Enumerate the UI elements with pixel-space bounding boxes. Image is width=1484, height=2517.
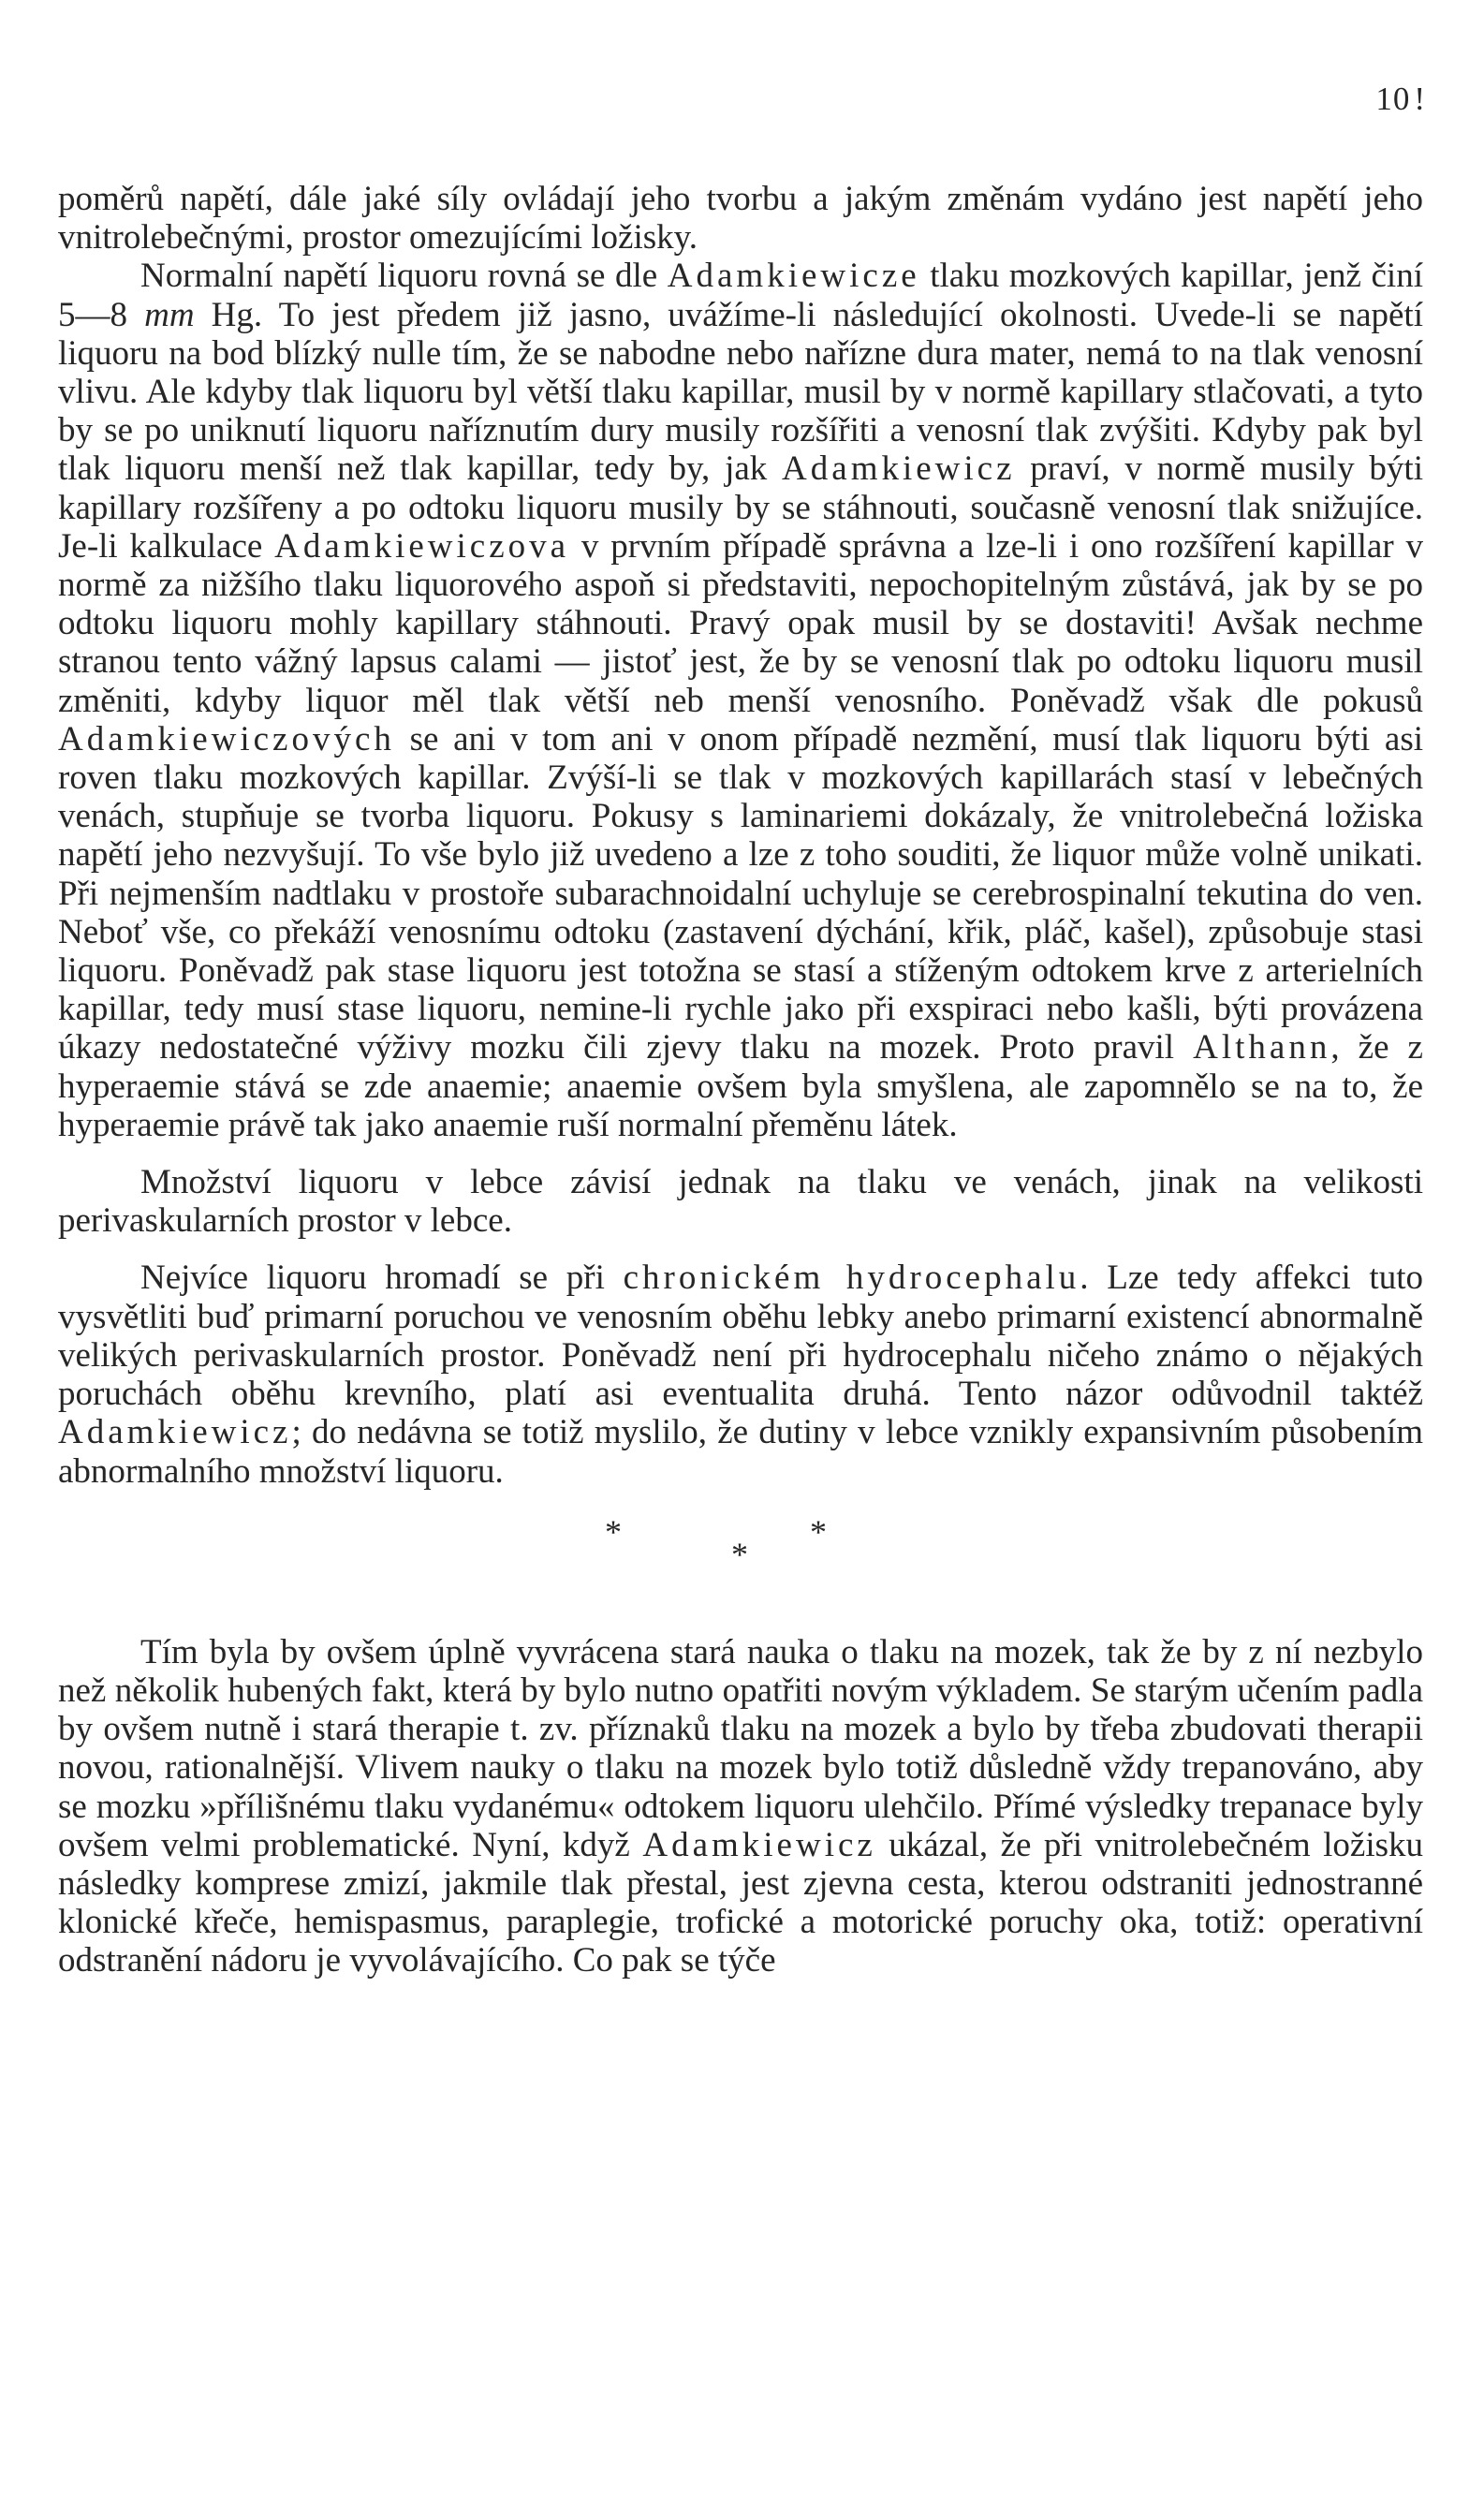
author-name: Adamkiewicz [642, 1825, 876, 1864]
body-text [58, 180, 1423, 1980]
author-name: Althann [1193, 1028, 1331, 1067]
asterisk: * [605, 1512, 622, 1551]
author-name: Adamkiewiczova [274, 526, 570, 566]
section-separator [58, 1513, 1423, 1581]
author-name: Adamkiewicze [667, 257, 920, 296]
paragraph: poměrů napětí, dále jaké síly ovládají jeho tvorbu a jakým změnám vydáno jest napětí jeho vnitrolebečnými, prostor omezujícími ložisky. [58, 180, 1423, 258]
unit: mm [144, 295, 195, 334]
asterisk: * [731, 1535, 748, 1573]
page-number: 10 ! [1375, 81, 1426, 117]
author-name: Adamkiewiczových [58, 719, 395, 758]
emphasis: chronickém hydrocephalu [623, 1258, 1080, 1298]
paragraph: Tím byla by ovšem úplně vyvrácena stará nauka o tlaku na mozek, tak že by z ní nezbylo než několik hubených fakt, která by bylo nutno opatřiti novým výkladem. Se starým učením padla by ovšem nutně i stará therapie t. zv. příznaků tlaku na mozek a bylo by třeba zbudovati therapii novou, rationalnější. Vlivem nauky o tlaku na mozek bylo totiž důsledně vždy trepanováno, aby se mozku »přílišnému tlaku vydanému« odtokem liquoru ulehčilo. Přímé výsledky trepanace byly ovšem velmi problematické. Nyní, když Adamkiewicz ukázal, že při vnitrolebečném ložisku následky komprese zmizí, jakmile tlak přestal, jest zjevna cesta, kterou odstraniti jednostranné klonické křeče, hemispasmus, paraplegie, trofické a motorické poruchy oka, totiž: operativní odstranění nádoru je vyvolávajícího. Co pak se týče [58, 1632, 1423, 1980]
paragraph: Nejvíce liquoru hromadí se při chronickém hydrocephalu. Lze tedy affekci tuto vysvětliti buď primarní poruchou ve venosním oběhu lebky anebo primarní existencí abnormalně velikých perivaskularních prostor. Poněvadž není při hydrocephalu ničeho známo o nějakých poruchách oběhu krevního, platí asi eventualita druhá. Tento názor odůvodnil taktéž Adamkiewicz; do nedávna se totiž myslilo, že dutiny v lebce vznikly expansivním působením abnormalního množství liquoru. [58, 1258, 1423, 1491]
author-name: Adamkiewicz [782, 449, 1016, 489]
asterisk: * [810, 1512, 827, 1551]
paragraph: Množství liquoru v lebce závisí jednak na tlaku ve venách, jinak na velikosti perivaskularních prostor v lebce. [58, 1163, 1423, 1241]
paragraph: Normalní napětí liquoru rovná se dle Adamkiewicze tlaku mozkových kapillar, jenž činí 5—8 mm Hg. To jest předem již jasno, uvážíme-li následující okolnosti. Uvede-li se napětí liquoru na bod blízký nulle tím, že se nabodne nebo nařízne dura mater, nemá to na tlak venosní vlivu. Ale kdyby tlak liquoru byl větší tlaku kapillar, musil by v normě kapillary stlačovati, a tyto by se po uniknutí liquoru naříznutím dury musily rozšířiti a venosní tlak zvýšiti. Kdyby pak byl tlak liquoru menší než tlak kapillar, tedy by, jak Adamkiewicz praví, v normě musily býti kapillary rozšířeny a po odtoku liquoru musily by se stáhnouti, současně venosní tlak snižujíce. Je-li kalkulace Adamkiewiczova v prvním případě správna a lze-li i ono rozšíření kapillar v normě za nižšího tlaku liquorového aspoň si představiti, nepochopitelným zůstává, jak by se po odtoku liquoru mohly kapillary stáhnouti. Pravý opak musil by se dostaviti! Avšak nechme stranou tento vážný lapsus calami — jistoť jest, že by se venosní tlak po odtoku liquoru musil změniti, kdyby liquor měl tlak větší neb menší venosního. Poněvadž však dle pokusů Adamkiewiczových se ani v tom ani v onom případě nezmění, musí tlak liquoru býti asi roven tlaku mozkových kapillar. Zvýší-li se tlak v mozkových kapillarách stasí v lebečných venách, stupňuje se tvorba liquoru. Pokusy s laminariemi dokázaly, že vnitrolebečná ložiska napětí jeho nezvyšují. To vše bylo již uvedeno a lze z toho souditi, že liquor může volně unikati. Při nejmenším nadtlaku v prostoře subarachnoidalní uchyluje se cerebrospinalní tekutina do ven. Neboť vše, co překáží venosnímu odtoku (zastavení dýchání, křik, pláč, kašel), způsobuje stasi liquoru. Poněvadž pak stase liquoru jest totožna se stasí a stíženým odtokem krve z arterielních kapillar, tedy musí stase liquoru, nemine-li rychle jako při exspiraci nebo kašli, býti provázena úkazy nedostatečné výživy mozku čili zjevy tlaku na mozek. Proto pravil Althann, že z hyperaemie stává se zde anaemie; anaemie ovšem byla smyšlena, ale zapomnělo se na to, že hyperaemie právě tak jako anaemie ruší normalní přeměnu látek. [58, 257, 1423, 1144]
author-name: Adamkiewicz [58, 1413, 292, 1452]
